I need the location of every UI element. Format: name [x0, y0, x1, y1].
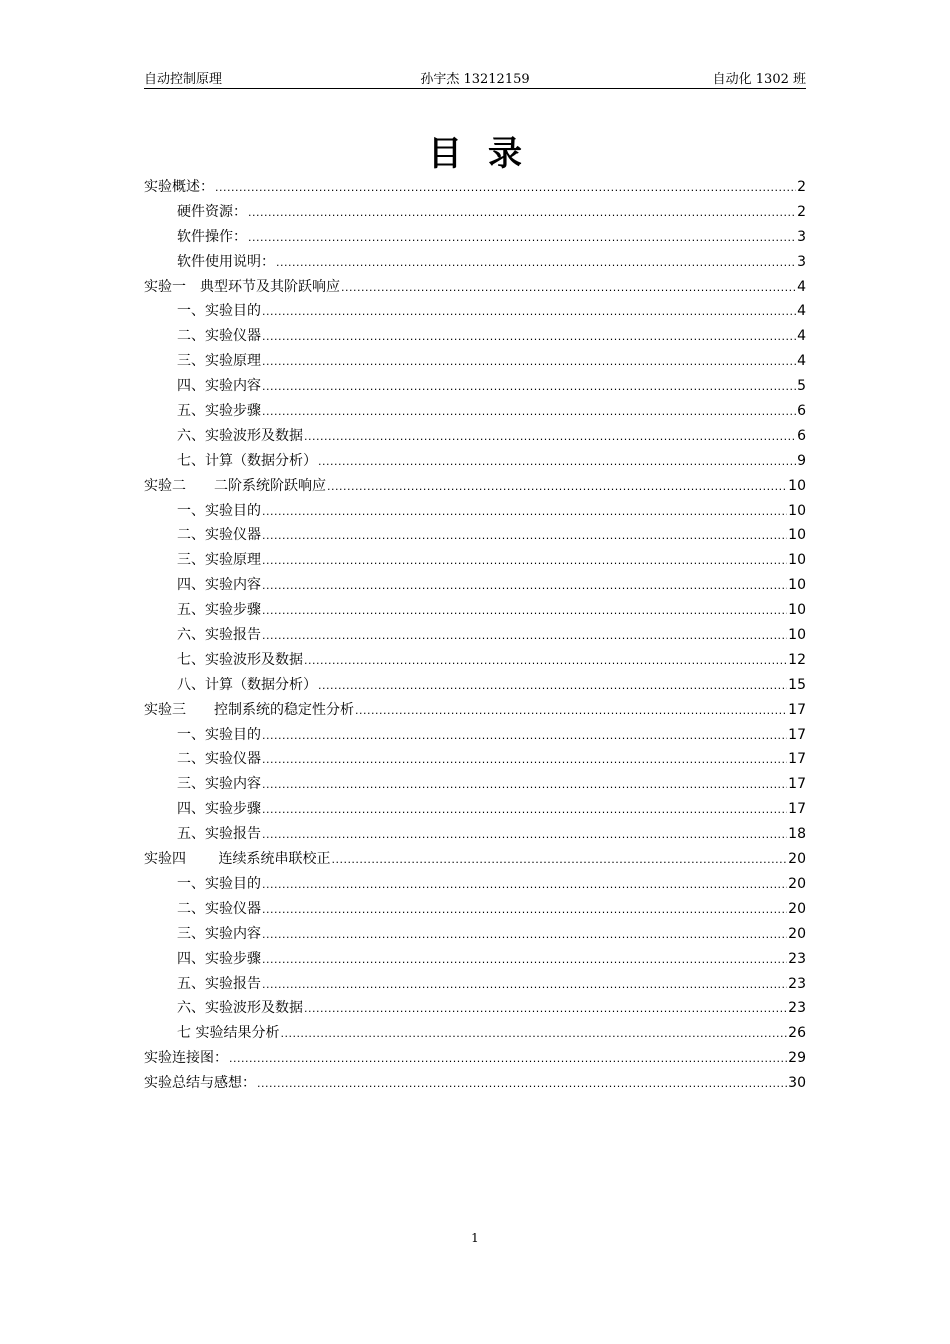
toc-entry[interactable] — [144, 649, 806, 674]
toc-entry-page: 23 — [788, 1000, 806, 1017]
toc-dot-leader — [262, 355, 796, 368]
toc-entry-text: 实验总结与感想： — [144, 1075, 256, 1092]
toc-entry-page: 10 — [788, 527, 806, 544]
toc-entry[interactable] — [144, 997, 806, 1022]
toc-dot-leader — [262, 505, 787, 518]
toc-dot-leader — [262, 554, 787, 567]
toc-entry[interactable] — [144, 549, 806, 574]
toc-entry-page: 26 — [788, 1025, 806, 1042]
toc-entry-text: 三、实验原理 — [177, 353, 261, 370]
toc-dot-leader — [262, 380, 796, 393]
toc-dot-leader — [318, 455, 796, 468]
toc-entry-page: 4 — [797, 303, 806, 320]
toc-entry[interactable] — [144, 400, 806, 425]
toc-dot-leader — [262, 778, 787, 791]
toc-entry[interactable] — [144, 748, 806, 773]
toc-entry-text: 实验三 控制系统的稳定性分析 — [144, 701, 354, 718]
toc-entry-text: 二、实验仪器 — [177, 751, 261, 768]
toc-entry-text: 七、计算（数据分析） — [177, 452, 317, 469]
toc-entry-page: 20 — [788, 851, 806, 868]
toc-dot-leader — [262, 953, 787, 966]
toc-entry-page: 4 — [797, 328, 806, 345]
toc-dot-leader — [262, 928, 787, 941]
toc-dot-leader — [262, 604, 787, 617]
toc-entry-page: 17 — [788, 776, 806, 793]
toc-entry-page: 30 — [788, 1075, 806, 1092]
toc-dot-leader — [355, 704, 787, 717]
toc-entry-page: 2 — [797, 179, 806, 195]
toc-entry-page: 2 — [797, 203, 806, 220]
toc-entry[interactable] — [144, 450, 806, 475]
toc-entry-page: 20 — [788, 900, 806, 917]
toc-dot-leader — [327, 480, 787, 493]
toc-entry-text: 五、实验报告 — [177, 975, 261, 992]
toc-dot-leader — [257, 1077, 787, 1090]
toc-entry-text: 二、实验仪器 — [177, 328, 261, 345]
toc-entry[interactable] — [144, 823, 806, 848]
toc-entry-page: 17 — [788, 701, 806, 718]
toc-entry[interactable] — [144, 973, 806, 998]
toc-entry[interactable] — [144, 325, 806, 350]
toc-dot-leader — [341, 281, 796, 294]
toc-entry-text: 七、实验波形及数据 — [177, 651, 303, 668]
toc-entry-page: 9 — [797, 452, 806, 469]
toc-entry-text: 五、实验步骤 — [177, 602, 261, 619]
toc-entry-page: 17 — [788, 726, 806, 743]
toc-dot-leader — [262, 529, 787, 542]
toc-entry-text: 二、实验仪器 — [177, 900, 261, 917]
toc-entry-page: 29 — [788, 1050, 806, 1067]
toc-entry-text: 七 实验结果分析 — [177, 1025, 280, 1042]
toc-entry[interactable] — [144, 300, 806, 325]
toc-entry-page: 4 — [797, 353, 806, 370]
toc-entry-text: 实验四 连续系统串联校正 — [144, 851, 331, 868]
toc-entry-text: 六、实验波形及数据 — [177, 427, 303, 444]
toc-entry-text: 五、实验报告 — [177, 826, 261, 843]
toc-entry-text: 四、实验步骤 — [177, 801, 261, 818]
page-header — [144, 66, 806, 89]
toc-entry[interactable] — [144, 898, 806, 923]
toc-dot-leader — [262, 405, 796, 418]
toc-dot-leader — [248, 231, 796, 244]
toc-entry[interactable] — [144, 699, 806, 724]
toc-entry-page: 15 — [788, 676, 806, 693]
toc-entry[interactable] — [144, 923, 806, 948]
toc-entry[interactable] — [144, 201, 806, 226]
page-number: 1 — [471, 1231, 479, 1245]
toc-dot-leader — [262, 878, 787, 891]
toc-entry[interactable] — [144, 848, 806, 873]
toc-dot-leader — [262, 330, 796, 343]
toc-entry-page: 10 — [788, 577, 806, 594]
toc-entry[interactable] — [144, 1022, 806, 1047]
toc-entry-page: 23 — [788, 975, 806, 992]
toc-dot-leader — [262, 978, 787, 991]
header-course-title: 自动控制原理 — [144, 72, 223, 87]
toc-entry-page: 10 — [788, 477, 806, 494]
toc-entry-text: 一、实验目的 — [177, 502, 261, 519]
toc-entry-text: 三、实验原理 — [177, 552, 261, 569]
toc-entry-text: 六、实验报告 — [177, 627, 261, 644]
toc-entry-text: 八、计算（数据分析） — [177, 676, 317, 693]
toc-entry-page: 6 — [797, 403, 806, 420]
toc-entry-text: 软件使用说明： — [177, 253, 275, 270]
toc-entry[interactable] — [144, 475, 806, 500]
toc-entry-text: 三、实验内容 — [177, 776, 261, 793]
toc-dot-leader — [318, 679, 787, 692]
toc-dot-leader — [304, 1002, 787, 1015]
toc-entry-page: 6 — [797, 427, 806, 444]
toc-entry-text: 四、实验步骤 — [177, 950, 261, 967]
header-author: 孙宇杰 13212159 — [420, 72, 530, 87]
toc-entry[interactable] — [144, 599, 806, 624]
toc-dot-leader — [262, 903, 787, 916]
toc-entry-page: 10 — [788, 627, 806, 644]
toc-entry[interactable] — [144, 873, 806, 898]
toc-dot-leader — [304, 654, 787, 667]
toc-entry-text: 实验一 典型环节及其阶跃响应 — [144, 278, 340, 295]
toc-dot-leader — [262, 629, 787, 642]
toc-entry-text: 硬件资源： — [177, 203, 247, 220]
toc-entry[interactable] — [144, 948, 806, 973]
toc-entry-text: 五、实验步骤 — [177, 403, 261, 420]
toc-dot-leader — [248, 206, 796, 219]
toc-entry-page: 10 — [788, 552, 806, 569]
toc-dot-leader — [262, 729, 787, 742]
toc-entry[interactable] — [144, 375, 806, 400]
toc-entry[interactable] — [144, 624, 806, 649]
toc-dot-leader — [276, 256, 796, 269]
toc-dot-leader — [262, 828, 787, 841]
toc-dot-leader — [262, 803, 787, 816]
toc-entry-page: 5 — [797, 378, 806, 395]
toc-entry-page: 3 — [797, 228, 806, 245]
toc-entry-text: 实验二 二阶系统阶跃响应 — [144, 477, 326, 494]
toc-entry-page: 10 — [788, 502, 806, 519]
toc-entry[interactable] — [144, 176, 806, 201]
toc-dot-leader — [262, 753, 787, 766]
toc-entry-text: 四、实验内容 — [177, 378, 261, 395]
toc-entry-page: 20 — [788, 925, 806, 942]
toc-entry-text: 二、实验仪器 — [177, 527, 261, 544]
toc-entry-text: 一、实验目的 — [177, 303, 261, 320]
toc-entry-page: 17 — [788, 801, 806, 818]
toc-entry-text: 一、实验目的 — [177, 726, 261, 743]
toc-dot-leader — [280, 1027, 787, 1040]
toc-entry-text: 六、实验波形及数据 — [177, 1000, 303, 1017]
toc-entry-page: 10 — [788, 602, 806, 619]
toc-entry[interactable] — [144, 350, 806, 375]
toc-dot-leader — [262, 305, 796, 318]
toc-entry-text: 实验概述： — [144, 179, 214, 195]
toc-entry[interactable] — [144, 798, 806, 823]
toc-dot-leader — [331, 853, 787, 866]
toc-entry[interactable] — [144, 226, 806, 251]
toc-entry[interactable] — [144, 425, 806, 450]
toc-entry[interactable] — [144, 674, 806, 699]
toc-entry-page: 20 — [788, 875, 806, 892]
toc-entry-text: 三、实验内容 — [177, 925, 261, 942]
toc-entry[interactable] — [144, 1072, 806, 1097]
toc-entry-text: 实验连接图： — [144, 1050, 228, 1067]
toc-entry[interactable] — [144, 724, 806, 749]
toc-dot-leader — [262, 579, 787, 592]
toc-entry-text: 一、实验目的 — [177, 875, 261, 892]
toc-entry-page: 17 — [788, 751, 806, 768]
toc-dot-leader — [229, 1052, 787, 1065]
toc-dot-leader — [304, 430, 796, 443]
toc-entry[interactable] — [144, 574, 806, 599]
toc-entry-page: 18 — [788, 826, 806, 843]
toc-entry[interactable] — [144, 773, 806, 798]
toc-entry[interactable] — [144, 500, 806, 525]
toc-title: 目录 — [428, 134, 548, 174]
toc-entry-page: 12 — [788, 651, 806, 668]
toc-entry[interactable] — [144, 251, 806, 276]
toc-entry[interactable] — [144, 1047, 806, 1072]
toc-entry-text: 四、实验内容 — [177, 577, 261, 594]
toc-entry-page: 4 — [797, 278, 806, 295]
toc-entry-page: 3 — [797, 253, 806, 270]
table-of-contents — [144, 176, 806, 1097]
toc-entry-text: 软件操作： — [177, 228, 247, 245]
toc-entry[interactable] — [144, 524, 806, 549]
header-class: 自动化 1302 班 — [712, 72, 806, 87]
toc-entry-page: 23 — [788, 950, 806, 967]
toc-dot-leader — [215, 181, 796, 194]
toc-entry[interactable] — [144, 276, 806, 301]
